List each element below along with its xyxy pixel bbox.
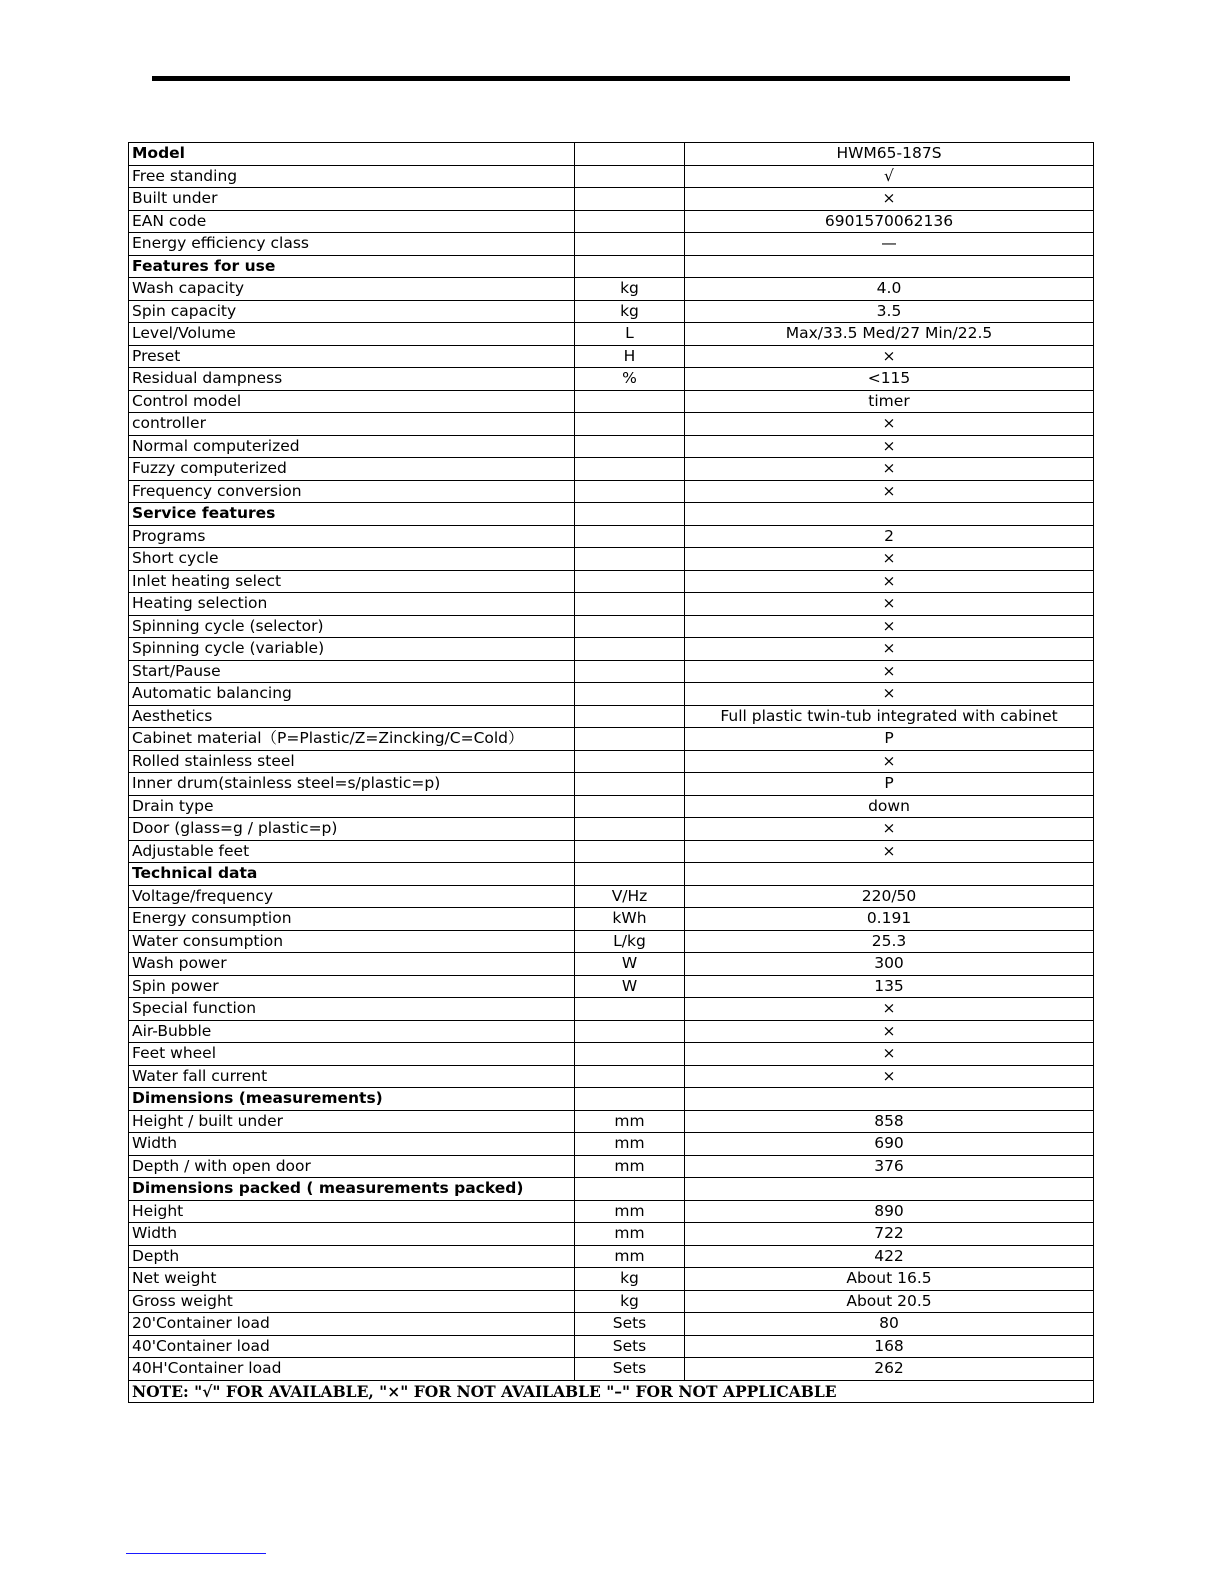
spec-row [129,1020,1094,1043]
spec-value: <115 [685,368,1094,391]
spec-value: 0.191 [685,908,1094,931]
spec-row [129,1245,1094,1268]
spec-value: down [685,795,1094,818]
spec-row [129,188,1094,211]
spec-unit: mm [575,1110,685,1133]
spec-value: About 16.5 [685,1268,1094,1291]
spec-value: 376 [685,1155,1094,1178]
spec-label: Start/Pause [129,660,575,683]
spec-unit: W [575,953,685,976]
spec-label: 40'Container load [129,1335,575,1358]
spec-value: × [685,413,1094,436]
spec-unit [575,705,685,728]
spec-row [129,1358,1094,1381]
spec-label: 40H'Container load [129,1358,575,1381]
spec-value [685,863,1094,886]
spec-row [129,818,1094,841]
spec-unit [575,1043,685,1066]
spec-row [129,1290,1094,1313]
spec-value: × [685,570,1094,593]
spec-row [129,480,1094,503]
section-header-row [129,255,1094,278]
spec-label: Built under [129,188,575,211]
spec-value: × [685,1065,1094,1088]
spec-unit [575,750,685,773]
spec-row [129,750,1094,773]
spec-label: Special function [129,998,575,1021]
spec-unit [575,773,685,796]
spec-label: Cabinet material（P=Plastic/Z=Zincking/C=Cold） [129,728,575,751]
spec-unit [575,525,685,548]
spec-value: × [685,435,1094,458]
spec-row [129,615,1094,638]
spec-unit: H [575,345,685,368]
spec-row [129,728,1094,751]
spec-row [129,953,1094,976]
spec-unit: mm [575,1155,685,1178]
spec-label: Technical data [129,863,575,886]
spec-value: 300 [685,953,1094,976]
spec-unit [575,615,685,638]
spec-value: × [685,998,1094,1021]
footer-link-underline [126,1553,266,1554]
spec-label: Spinning cycle (selector) [129,615,575,638]
spec-label: Wash power [129,953,575,976]
spec-row [129,773,1094,796]
spec-row [129,525,1094,548]
spec-value [685,503,1094,526]
spec-label: Short cycle [129,548,575,571]
spec-label: Programs [129,525,575,548]
note-text: NOTE: "√" FOR AVAILABLE, "×" FOR NOT AVAILABLE "–" FOR NOT APPLICABLE [129,1380,1094,1403]
spec-value: 422 [685,1245,1094,1268]
spec-label: Features for use [129,255,575,278]
spec-row [129,593,1094,616]
spec-unit [575,998,685,1021]
spec-unit: L [575,323,685,346]
spec-unit: W [575,975,685,998]
spec-row [129,413,1094,436]
section-header-row [129,1178,1094,1201]
spec-value: Full plastic twin-tub integrated with cabinet [685,705,1094,728]
spec-row [129,885,1094,908]
spec-row [129,1268,1094,1291]
spec-unit [575,795,685,818]
spec-unit: V/Hz [575,885,685,908]
spec-label: Width [129,1223,575,1246]
spec-row [129,1110,1094,1133]
spec-row [129,1200,1094,1223]
spec-row [129,998,1094,1021]
spec-unit [575,840,685,863]
spec-row [129,795,1094,818]
spec-unit [575,570,685,593]
spec-label: Normal computerized [129,435,575,458]
spec-row [129,1313,1094,1336]
spec-label: Automatic balancing [129,683,575,706]
spec-label: Energy consumption [129,908,575,931]
spec-value: × [685,188,1094,211]
spec-label: Preset [129,345,575,368]
spec-row [129,660,1094,683]
spec-label: Rolled stainless steel [129,750,575,773]
spec-label: Feet wheel [129,1043,575,1066]
spec-label: Gross weight [129,1290,575,1313]
spec-label: 20'Container load [129,1313,575,1336]
spec-value: × [685,683,1094,706]
spec-row [129,165,1094,188]
spec-row [129,1155,1094,1178]
spec-value: 220/50 [685,885,1094,908]
spec-value: × [685,593,1094,616]
spec-value: × [685,638,1094,661]
spec-value: About 20.5 [685,1290,1094,1313]
spec-unit [575,503,685,526]
section-header-row [129,143,1094,166]
spec-value: × [685,615,1094,638]
spec-unit: % [575,368,685,391]
spec-value: √ [685,165,1094,188]
section-header-row [129,863,1094,886]
spec-value: Max/33.5 Med/27 Min/22.5 [685,323,1094,346]
spec-label: Water fall current [129,1065,575,1088]
spec-label: Net weight [129,1268,575,1291]
spec-row [129,458,1094,481]
spec-row [129,683,1094,706]
spec-table [128,142,1094,1403]
spec-value: 135 [685,975,1094,998]
spec-value: × [685,1043,1094,1066]
spec-value: 722 [685,1223,1094,1246]
spec-row [129,908,1094,931]
spec-row [129,368,1094,391]
spec-label: Spin power [129,975,575,998]
spec-unit [575,390,685,413]
spec-label: Water consumption [129,930,575,953]
spec-row [129,930,1094,953]
spec-unit [575,435,685,458]
spec-row [129,570,1094,593]
spec-row [129,300,1094,323]
spec-unit [575,683,685,706]
spec-unit: Sets [575,1335,685,1358]
spec-unit [575,480,685,503]
spec-value: P [685,773,1094,796]
spec-label: Spinning cycle (variable) [129,638,575,661]
spec-label: Door (glass=g / plastic=p) [129,818,575,841]
header-rule [152,76,1070,81]
spec-label: Level/Volume [129,323,575,346]
spec-row [129,840,1094,863]
spec-row [129,548,1094,571]
spec-unit: kWh [575,908,685,931]
spec-label: Wash capacity [129,278,575,301]
spec-row [129,705,1094,728]
spec-label: Dimensions (measurements) [129,1088,575,1111]
spec-row [129,323,1094,346]
spec-unit: kg [575,1268,685,1291]
spec-label: Residual dampness [129,368,575,391]
spec-label: Width [129,1133,575,1156]
spec-label: Frequency conversion [129,480,575,503]
spec-label: Height / built under [129,1110,575,1133]
spec-row [129,1043,1094,1066]
spec-unit [575,188,685,211]
spec-label: controller [129,413,575,436]
spec-unit: mm [575,1133,685,1156]
spec-label: Free standing [129,165,575,188]
spec-value: × [685,480,1094,503]
spec-label: Aesthetics [129,705,575,728]
spec-unit [575,638,685,661]
spec-value: × [685,660,1094,683]
section-header-row [129,503,1094,526]
spec-unit [575,165,685,188]
spec-unit: L/kg [575,930,685,953]
spec-label: Drain type [129,795,575,818]
spec-label: Adjustable feet [129,840,575,863]
spec-value: 168 [685,1335,1094,1358]
spec-label: Spin capacity [129,300,575,323]
spec-unit [575,728,685,751]
spec-value: timer [685,390,1094,413]
spec-row [129,1133,1094,1156]
spec-value: × [685,458,1094,481]
spec-label: Energy efficiency class [129,233,575,256]
spec-value: × [685,548,1094,571]
spec-label: Service features [129,503,575,526]
spec-row [129,278,1094,301]
spec-row [129,390,1094,413]
spec-value [685,1178,1094,1201]
spec-row [129,345,1094,368]
spec-unit: kg [575,278,685,301]
spec-unit: mm [575,1223,685,1246]
spec-unit [575,233,685,256]
spec-unit [575,1178,685,1201]
spec-unit [575,1020,685,1043]
spec-value: 3.5 [685,300,1094,323]
spec-unit: Sets [575,1358,685,1381]
note-row [129,1380,1094,1403]
spec-value: 890 [685,1200,1094,1223]
spec-unit [575,143,685,166]
spec-value: 6901570062136 [685,210,1094,233]
spec-unit: Sets [575,1313,685,1336]
spec-unit [575,458,685,481]
spec-row [129,1335,1094,1358]
spec-label: Depth / with open door [129,1155,575,1178]
spec-table-body [129,143,1094,1381]
spec-unit: mm [575,1245,685,1268]
spec-unit [575,593,685,616]
spec-value: 690 [685,1133,1094,1156]
spec-value [685,1088,1094,1111]
spec-value: P [685,728,1094,751]
spec-row [129,975,1094,998]
spec-unit [575,660,685,683]
spec-label: Voltage/frequency [129,885,575,908]
spec-value: × [685,750,1094,773]
spec-value: 4.0 [685,278,1094,301]
spec-value: × [685,345,1094,368]
spec-label: Inner drum(stainless steel=s/plastic=p) [129,773,575,796]
spec-label: Control model [129,390,575,413]
spec-unit [575,818,685,841]
spec-unit [575,863,685,886]
spec-value: 25.3 [685,930,1094,953]
spec-unit: kg [575,300,685,323]
spec-value: — [685,233,1094,256]
spec-value: × [685,1020,1094,1043]
spec-unit: mm [575,1200,685,1223]
spec-unit [575,210,685,233]
spec-value: × [685,840,1094,863]
spec-row [129,210,1094,233]
spec-unit [575,255,685,278]
spec-row [129,638,1094,661]
spec-unit [575,1088,685,1111]
spec-value: 80 [685,1313,1094,1336]
section-header-row [129,1088,1094,1111]
spec-row [129,1065,1094,1088]
spec-value: HWM65-187S [685,143,1094,166]
spec-label: Inlet heating select [129,570,575,593]
spec-value: 858 [685,1110,1094,1133]
spec-label: Depth [129,1245,575,1268]
spec-label: Heating selection [129,593,575,616]
spec-unit [575,548,685,571]
spec-unit [575,1065,685,1088]
spec-label: Height [129,1200,575,1223]
spec-unit [575,413,685,436]
spec-label: Dimensions packed ( measurements packed) [129,1178,575,1201]
spec-label: Fuzzy computerized [129,458,575,481]
spec-value: × [685,818,1094,841]
spec-label: Model [129,143,575,166]
spec-label: Air-Bubble [129,1020,575,1043]
spec-value [685,255,1094,278]
spec-label: EAN code [129,210,575,233]
spec-row [129,1223,1094,1246]
spec-row [129,435,1094,458]
spec-value: 262 [685,1358,1094,1381]
spec-value: 2 [685,525,1094,548]
spec-row [129,233,1094,256]
spec-unit: kg [575,1290,685,1313]
